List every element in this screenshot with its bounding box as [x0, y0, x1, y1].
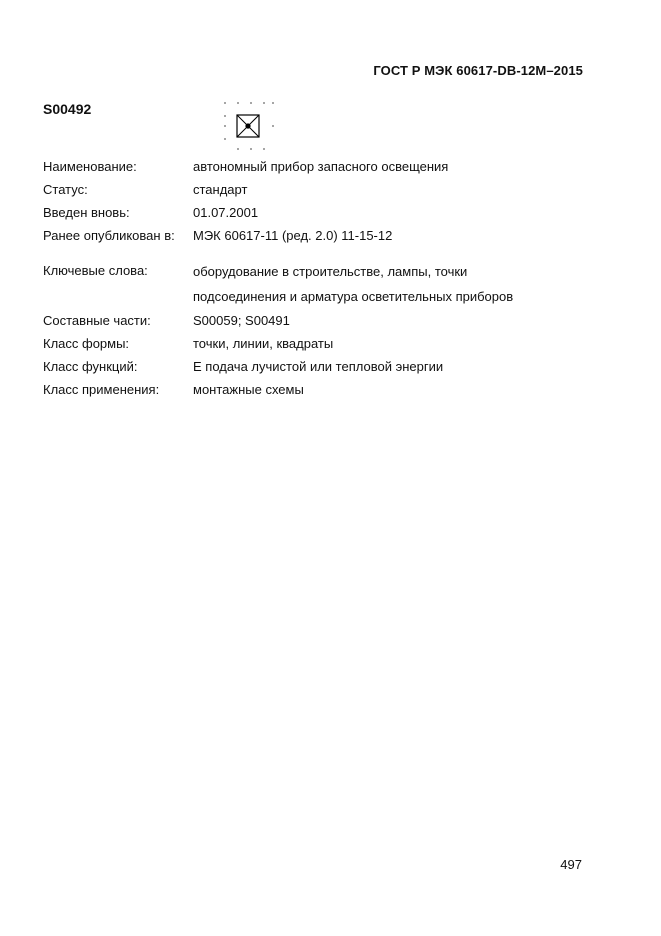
emergency-light-symbol	[220, 98, 280, 154]
value-keywords	[193, 259, 603, 309]
label-introduced: Введен вновь:	[43, 205, 130, 220]
row-introduced	[43, 201, 603, 224]
label-components: Составные части:	[43, 313, 151, 328]
value-keywords-line-2: подсоединения и арматура осветительных приборов	[193, 289, 514, 304]
document-header: ГОСТ Р МЭК 60617-DB-12M–2015	[373, 63, 583, 78]
row-shape-class	[43, 332, 603, 355]
label-keywords: Ключевые слова:	[43, 263, 148, 278]
value-application-class: монтажные схемы	[193, 382, 304, 397]
value-introduced: 01.07.2001	[193, 205, 259, 220]
row-components	[43, 309, 603, 332]
value-keywords-line-1: оборудование в строительстве, лампы, точки	[193, 264, 468, 279]
value-status: стандарт	[193, 182, 248, 197]
label-status: Статус:	[43, 182, 88, 197]
page-number: 497	[560, 857, 582, 872]
attributes-table	[43, 155, 603, 401]
value-previously-published: МЭК 60617-11 (ред. 2.0) 11-15-12	[193, 228, 393, 243]
centre-dot	[245, 123, 250, 128]
label-shape-class: Класс формы:	[43, 336, 130, 351]
label-function-class: Класс функций:	[43, 359, 138, 374]
label-application-class: Класс применения:	[43, 382, 160, 397]
value-name: автономный прибор запасного освещения	[193, 159, 449, 174]
value-shape-class: точки, линии, квадраты	[193, 336, 334, 351]
row-application-class	[43, 378, 603, 401]
label-name: Наименование:	[43, 159, 137, 174]
row-previously-published	[43, 224, 603, 247]
label-previously-published: Ранее опубликован в:	[43, 228, 175, 243]
row-function-class	[43, 355, 603, 378]
row-status	[43, 178, 603, 201]
value-function-class: E подача лучистой или тепловой энергии	[193, 359, 444, 374]
row-name	[43, 155, 603, 178]
row-keywords	[43, 259, 603, 309]
value-components: S00059; S00491	[193, 313, 290, 328]
symbol-code: S00492	[43, 101, 92, 117]
